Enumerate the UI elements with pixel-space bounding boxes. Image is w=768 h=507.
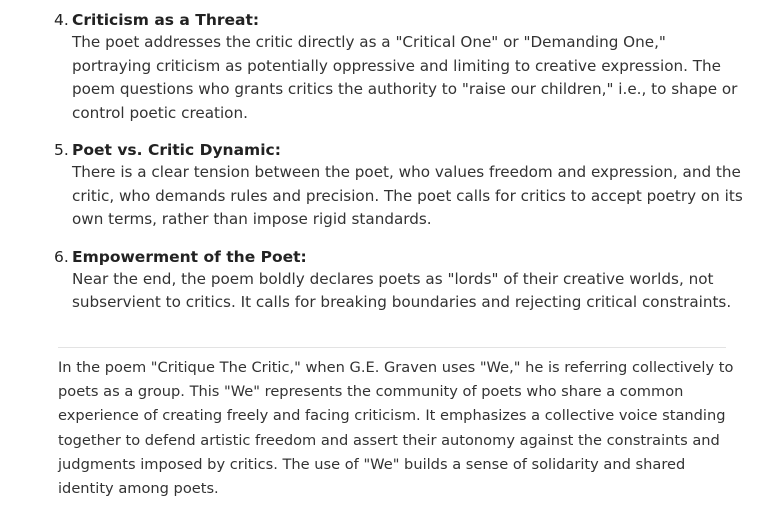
item-title: Poet vs. Critic Dynamic: xyxy=(72,141,281,159)
numbered-list xyxy=(54,9,744,329)
item-body: Near the end, the poem boldly declares poets as "lords" of their creative worlds, not subservient to critics. It calls for breaking boundaries and rejecting critical constraints. xyxy=(72,269,732,311)
item-title: Empowerment of the Poet: xyxy=(72,247,307,266)
section-divider xyxy=(58,347,726,348)
item-heading xyxy=(54,246,744,268)
list-item xyxy=(54,9,744,125)
list-item xyxy=(54,139,744,232)
list-item xyxy=(54,246,744,315)
item-heading xyxy=(54,9,744,31)
item-heading xyxy=(54,139,744,161)
item-body: There is a clear tension between the poet, who values freedom and expression, and the critic, who demands rules and precision. The poet calls for critics to accept poetry on its own terms, rather than impose rigid standards. xyxy=(72,163,743,228)
item-body: The poet addresses the critic directly as a "Critical One" or "Demanding One," portraying criticism as potentially oppressive and limiting to creative expression. The poem questions who grants critics the authority to "raise our children," i.e., to shape or control poetic creation. xyxy=(72,33,738,122)
item-number: 4. xyxy=(54,11,69,29)
summary-paragraph: In the poem "Critique The Critic," when G.E. Graven uses "We," he is referring collectively to poets as a group. This "We" represents the community of poets who share a common experience of creating freely and facing criticism. It emphasizes a collective voice standing together to defend artistic freedom and assert their autonomy against the constraints and judgments imposed by critics. The use of "We" builds a sense of solidarity and shared identity among poets. xyxy=(58,359,734,498)
item-number: 6. xyxy=(54,247,69,266)
item-number: 5. xyxy=(54,141,69,159)
item-title: Criticism as a Threat: xyxy=(72,11,260,29)
